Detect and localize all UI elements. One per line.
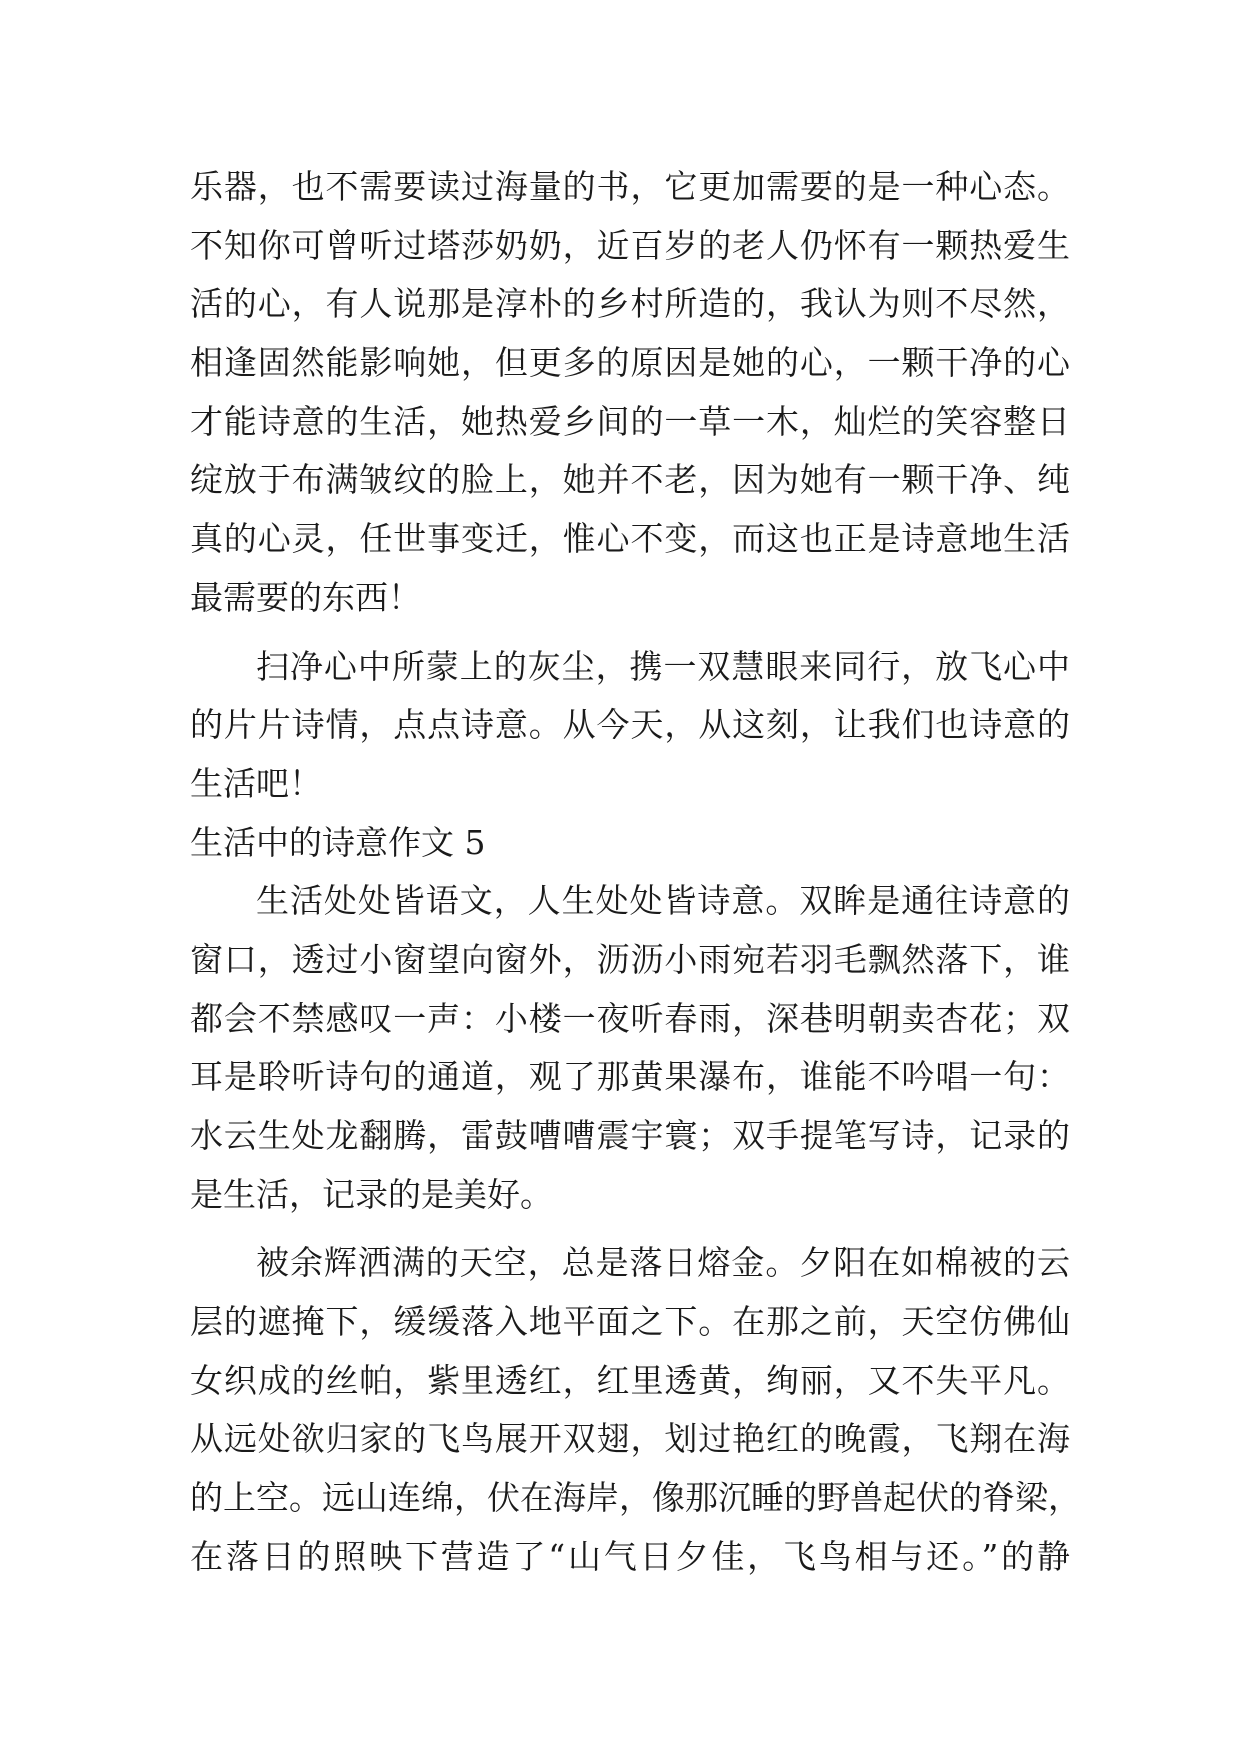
text-line: 生活吧！	[190, 763, 322, 803]
text-line: 最需要的东西！	[190, 577, 421, 617]
text-line: 生活处处皆语文，人生处处皆诗意。双眸是通往诗意的	[256, 881, 1070, 921]
text-line: 相逢固然能影响她，但更多的原因是她的心，一颗干净的心	[190, 343, 1070, 383]
section-heading: 生活中的诗意作文 5	[190, 822, 486, 862]
text-line: 在落日的照映下营造了“山气日夕佳，飞鸟相与还。”的静	[190, 1536, 1070, 1576]
text-line: 层的遮掩下，缓缓落入地平面之下。在那之前，天空仿佛仙	[190, 1302, 1070, 1342]
paragraph-gap	[190, 628, 1070, 638]
text-line: 才能诗意的生活，她热爱乡间的一草一木，灿烂的笑容整日	[190, 401, 1070, 441]
paragraph-continuation	[190, 158, 1070, 628]
text-line: 活的心，有人说那是淳朴的乡村所造的，我认为则不尽然，	[190, 284, 1070, 324]
text-line: 是生活，记录的是美好。	[190, 1174, 553, 1214]
text-line: 都会不禁感叹一声：小楼一夜听春雨，深巷明朝卖杏花；双	[190, 998, 1070, 1038]
text-line: 真的心灵，任世事变迁，惟心不变，而这也正是诗意地生活	[190, 519, 1070, 559]
text-line: 乐器，也不需要读过海量的书，它更加需要的是一种心态。	[190, 167, 1070, 206]
text-line: 耳是聆听诗句的通道，观了那黄果瀑布，谁能不吟唱一句：	[190, 1057, 1070, 1097]
document-body	[190, 158, 1081, 1587]
text-line: 从远处欲归家的飞鸟展开双翅，划过艳红的晚霞，飞翔在海	[190, 1419, 1070, 1459]
paragraph	[190, 1234, 1081, 1586]
text-line: 的上空。远山连绵，伏在海岸，像那沉睡的野兽起伏的脊梁，	[190, 1478, 1081, 1518]
text-line: 绽放于布满皱纹的脸上，她并不老，因为她有一颗干净、纯	[190, 460, 1070, 500]
paragraph	[190, 872, 1070, 1224]
text-line: 窗口，透过小窗望向窗外，沥沥小雨宛若羽毛飘然落下，谁	[190, 939, 1070, 979]
paragraph	[190, 638, 1070, 814]
text-line: 女织成的丝帕，紫里透红，红里透黄，绚丽，又不失平凡。	[190, 1360, 1070, 1400]
text-line: 水云生处龙翻腾，雷鼓嘈嘈震宇寰；双手提笔写诗，记录的	[190, 1116, 1070, 1155]
text-line: 不知你可曾听过塔莎奶奶，近百岁的老人仍怀有一颗热爱生	[190, 225, 1070, 265]
text-line: 的片片诗情，点点诗意。从今天，从这刻，让我们也诗意的	[190, 705, 1070, 745]
paragraph-gap	[190, 1224, 1070, 1234]
text-line: 被余辉洒满的天空，总是落日熔金。夕阳在如棉被的云	[256, 1243, 1070, 1283]
text-line: 扫净心中所蒙上的灰尘，携一双慧眼来同行，放飞心中	[256, 646, 1070, 686]
